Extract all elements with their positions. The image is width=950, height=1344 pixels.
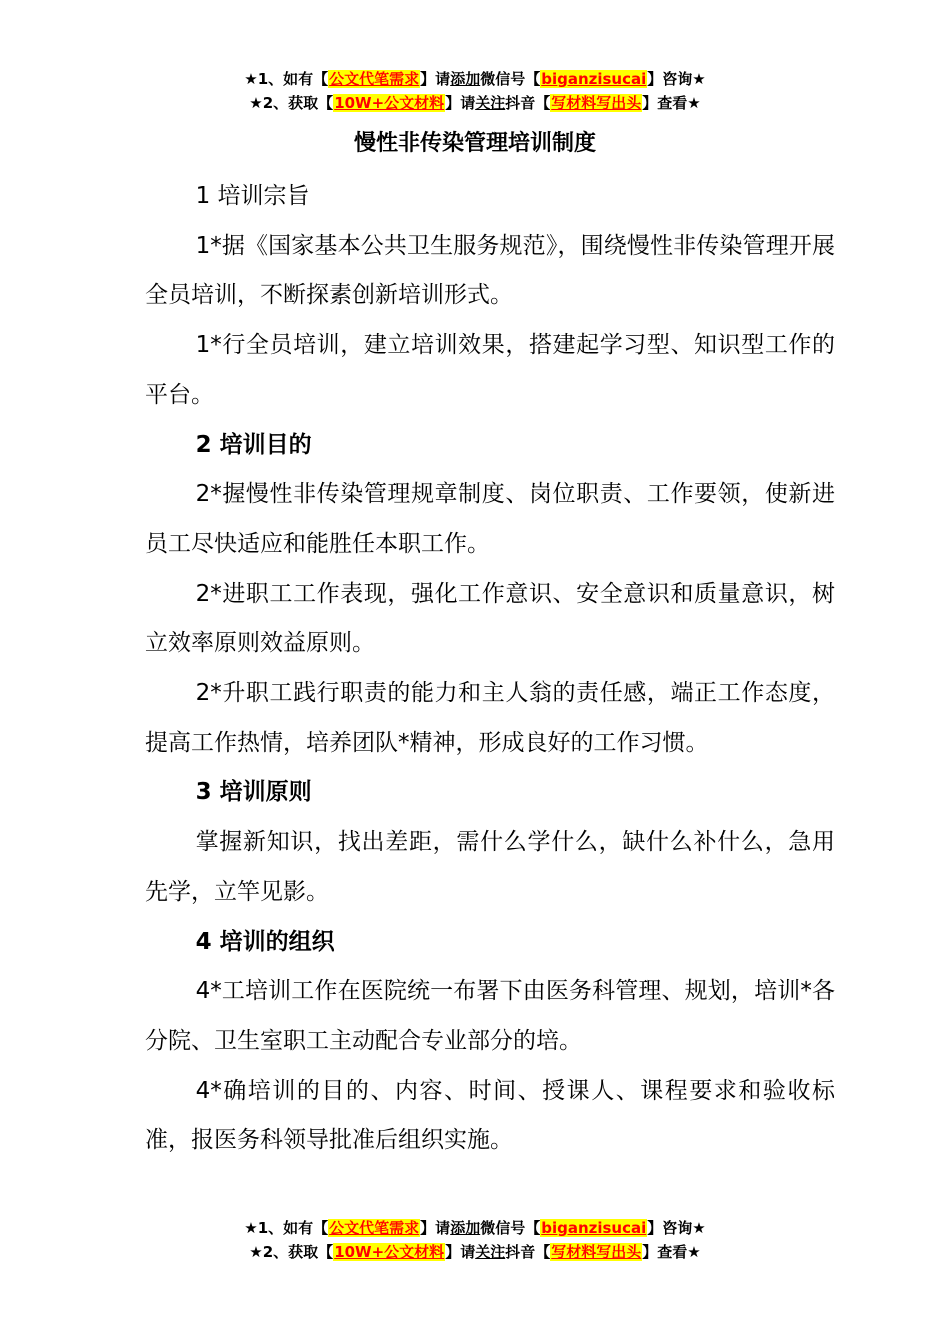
- promo-line-1: ★1、如有【公文代笔需求】请添加微信号【biganzisucai】咨询★: [244, 1219, 706, 1237]
- body-paragraph: 2*进职工工作表现，强化工作意识、安全意识和质量意识，树立效率原则效益原则。: [145, 580, 835, 657]
- promo-line-2: ★2、获取【10W+公文材料】请关注抖音【写材料写出头】查看★: [249, 1243, 701, 1261]
- promo-highlight: 写材料写出头: [551, 1243, 642, 1261]
- promo-highlight: biganzisucai: [541, 70, 647, 88]
- section-heading: 1 培训宗旨: [195, 183, 310, 209]
- promo-highlight: 公文代笔需求: [329, 70, 420, 88]
- promo-highlight: 公文代笔需求: [329, 1219, 420, 1237]
- page-title: 慢性非传染管理培训制度: [353, 131, 596, 156]
- body-paragraph: 2*升职工践行职责的能力和主人翁的责任感，端正工作态度，提高工作热情，培养团队*精神，形成良好的工作习惯。: [145, 680, 835, 756]
- promo-line-2: ★2、获取【10W+公文材料】请关注抖音【写材料写出头】查看★: [249, 94, 701, 112]
- promo-line-1: ★1、如有【公文代笔需求】请添加微信号【biganzisucai】咨询★: [244, 70, 706, 88]
- promo-highlight: 10W+公文材料: [334, 1243, 445, 1261]
- body-paragraph: 1*行全员培训，建立培训效果，搭建起学习型、知识型工作的平台。: [145, 332, 835, 408]
- section-heading: 4 培训的组织: [195, 928, 335, 955]
- promo-banner-bottom: [0, 1218, 950, 1266]
- section-heading: 2 培训目的: [195, 431, 312, 458]
- promo-highlight: 10W+公文材料: [334, 94, 445, 112]
- promo-highlight: 写材料写出头: [551, 94, 642, 112]
- document-body: [145, 172, 835, 1166]
- body-paragraph: 1*据《国家基本公共卫生服务规范》，围绕慢性非传染管理开展全员培训，不断探素创新培训形式。: [145, 232, 835, 309]
- section-heading: 3 培训原则: [195, 779, 312, 806]
- body-paragraph: 2*握慢性非传染管理规章制度、岗位职责、工作要领，使新进员工尽快适应和能胜任本职工作。: [145, 481, 835, 557]
- body-paragraph: 4*工培训工作在医院统一布署下由医务科管理、规划，培训*各分院、卫生室职工主动配合专业部分的培。: [145, 978, 835, 1054]
- promo-banner-top: [0, 69, 950, 117]
- body-paragraph: 掌握新知识，找出差距，需什么学什么，缺什么补什么，急用先学，立竿见影。: [145, 829, 835, 905]
- promo-highlight: biganzisucai: [541, 1219, 647, 1237]
- body-paragraph: 4*确培训的目的、内容、时间、授课人、课程要求和验收标准，报医务科领导批准后组织实施。: [145, 1077, 835, 1154]
